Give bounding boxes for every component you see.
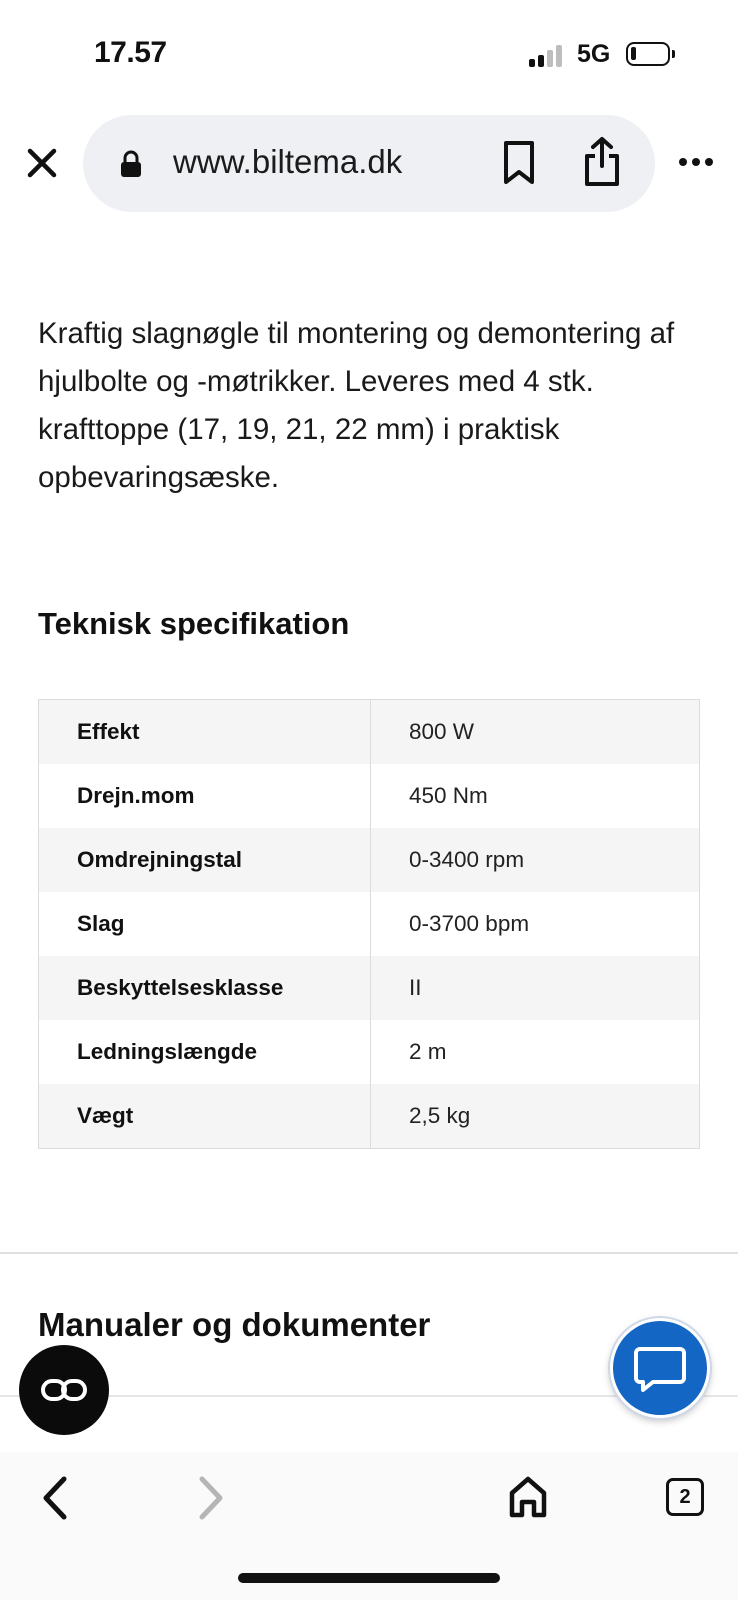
chat-icon: [613, 1321, 707, 1415]
close-icon[interactable]: [24, 145, 60, 181]
url-text[interactable]: www.biltema.dk: [173, 143, 403, 180]
bookmark-icon[interactable]: [501, 140, 537, 186]
network-type: 5G: [577, 40, 611, 68]
section-divider: [0, 1252, 738, 1254]
spec-key: Ledningslængde: [39, 1020, 371, 1084]
closed-captions-icon: [19, 1345, 109, 1435]
spec-row: [39, 956, 699, 1020]
manuals-title[interactable]: Manualer og dokumenter: [38, 1306, 431, 1343]
status-time: 17.57: [94, 36, 167, 69]
spec-value: 450 Nm: [409, 783, 488, 808]
spec-value: 2,5 kg: [409, 1103, 471, 1128]
spec-row: [39, 1084, 699, 1148]
spec-value: 800 W: [409, 719, 475, 744]
spec-value: 2 m: [409, 1039, 447, 1064]
spec-key: Omdrejningstal: [39, 828, 371, 892]
tabs-icon[interactable]: 2: [666, 1478, 704, 1516]
spec-key: Beskyttelsesklasse: [39, 956, 371, 1020]
spec-row: [39, 764, 699, 828]
spec-row: [39, 1020, 699, 1084]
spec-key: Effekt: [39, 700, 371, 764]
spec-value: 0-3400 rpm: [409, 847, 525, 872]
more-icon[interactable]: [678, 155, 714, 169]
closed-captions-button[interactable]: [19, 1345, 109, 1435]
product-description: Kraftig slagnøgle til montering og demontering af hjulbolte og -møtrikker. Leveres med 4 stk. krafttoppe (17, 19, 21, 22 mm) i praktisk opbevaringsæske.: [38, 317, 675, 494]
spec-row: [39, 828, 699, 892]
signal-icon: [529, 45, 565, 67]
battery-icon: [626, 42, 670, 66]
back-icon[interactable]: [40, 1475, 70, 1521]
spec-value: 0-3700 bpm: [409, 911, 530, 936]
spec-title: Teknisk specifikation: [38, 606, 350, 641]
spec-value: II: [409, 975, 422, 1000]
forward-icon[interactable]: [196, 1475, 226, 1521]
spec-key: Slag: [39, 892, 371, 956]
share-icon[interactable]: [583, 136, 621, 188]
spec-key: Vægt: [39, 1084, 371, 1148]
home-icon[interactable]: [508, 1475, 548, 1519]
spec-row: [39, 892, 699, 956]
spec-table: [38, 699, 700, 1149]
spec-row: [39, 700, 699, 764]
lock-icon: [120, 150, 142, 178]
spec-key: Drejn.mom: [39, 764, 371, 828]
home-indicator: [238, 1573, 500, 1583]
chat-button[interactable]: [610, 1318, 710, 1418]
